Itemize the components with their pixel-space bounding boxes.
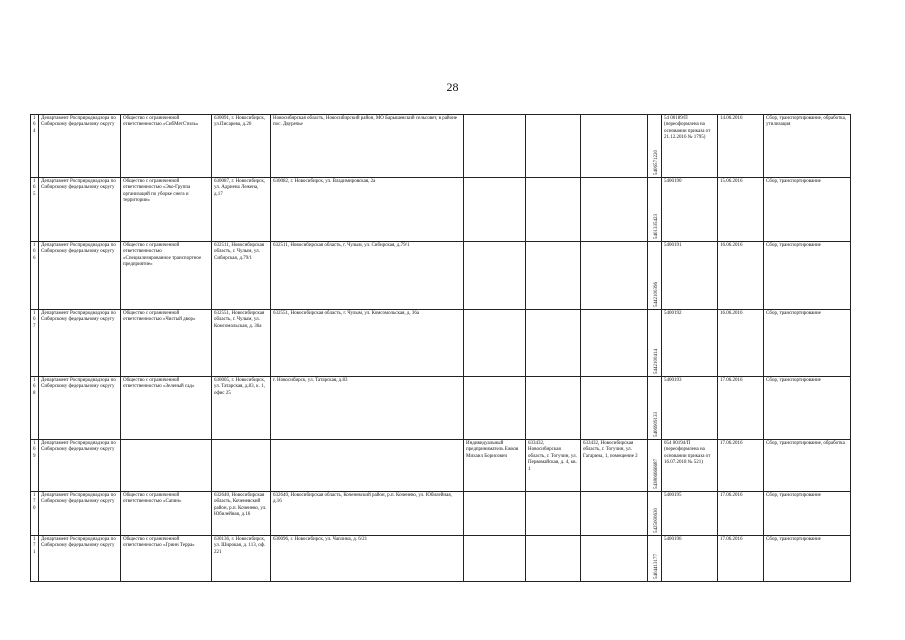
entrepreneur-name-cell <box>464 242 526 310</box>
organization-name-cell: Общество с ограниченной ответственностью «СибМетСтиль» <box>121 115 212 178</box>
table-row <box>31 440 851 492</box>
inn-cell <box>648 242 662 310</box>
activity-types-cell: Сбор, транспортирование, обработка <box>764 440 851 492</box>
organization-address-cell: 632640, Новосибирская область, Коченевский район, р.п. Коченево, ул. Юбилейная, д.16 <box>212 492 271 536</box>
entrepreneur-address-cell <box>526 377 581 440</box>
license-number-cell: 54 00189/П (переоформлена на основании приказа от 21.12.2016 № 1795) <box>662 115 718 178</box>
license-date-cell: 17.06.2016 <box>718 536 764 582</box>
authority-cell: Департамент Росприроднадзора по Сибирскому федеральному округу <box>39 310 121 377</box>
entrepreneur-activity-address-cell <box>581 115 648 178</box>
license-date-cell: 14.06.2016 <box>718 115 764 178</box>
organization-address-cell: 630087, г. Новосибирск, ул. Адриена Лежена, д.17 <box>212 178 271 242</box>
organization-address-cell: 630091, г. Новосибирск, ул.Писарева, д.20 <box>212 115 271 178</box>
entrepreneur-address-cell <box>526 242 581 310</box>
inn-cell <box>648 492 662 536</box>
organization-address-cell <box>212 440 271 492</box>
inn-cell <box>648 536 662 582</box>
row-number: 165 <box>31 178 39 242</box>
license-registry-table <box>30 114 851 582</box>
table-row <box>31 377 851 440</box>
row-number: 164 <box>31 115 39 178</box>
organization-name-cell: Общество с ограниченной ответственностью «Чистый двор» <box>121 310 212 377</box>
entrepreneur-activity-address-cell <box>581 492 648 536</box>
entrepreneur-name-cell <box>464 115 526 178</box>
activity-types-cell: Сбор, транспортирование <box>764 310 851 377</box>
license-number-cell: 5400190 <box>662 178 718 242</box>
inn-vertical-text: 5425000630 <box>653 508 659 533</box>
page-number: 28 <box>446 80 459 94</box>
entrepreneur-activity-address-cell <box>581 536 648 582</box>
entrepreneur-activity-address-cell: 633432, Новосибирская область, г. Тогучин, ул. Гагарина, 1, помещение 2 <box>581 440 648 492</box>
organization-name-cell: Общество с ограниченной ответственностью «Зеленый сад» <box>121 377 212 440</box>
inn-cell <box>648 310 662 377</box>
entrepreneur-name-cell <box>464 310 526 377</box>
organization-name-cell <box>121 440 212 492</box>
entrepreneur-name-cell <box>464 492 526 536</box>
license-number-cell: 5400196 <box>662 536 718 582</box>
license-date-cell: 15.06.2016 <box>718 178 764 242</box>
entrepreneur-name-cell <box>464 178 526 242</box>
inn-cell <box>648 440 662 492</box>
table-row <box>31 115 851 178</box>
entrepreneur-name-cell <box>464 377 526 440</box>
entrepreneur-name-cell: Индивидуальный предприниматель Ежков Михаил Борисович <box>464 440 526 492</box>
inn-cell <box>648 377 662 440</box>
entrepreneur-address-cell <box>526 115 581 178</box>
entrepreneur-address-cell <box>526 536 581 582</box>
license-number-cell: 5400195 <box>662 492 718 536</box>
table-row <box>31 492 851 536</box>
organization-address-cell: 630005, г. Новосибирск, ул. Татарская, д.83, к. 1, офис 25 <box>212 377 271 440</box>
entrepreneur-address-cell <box>526 310 581 377</box>
activity-types-cell: Сбор, транспортирование <box>764 242 851 310</box>
row-number: 167 <box>31 310 39 377</box>
activity-types-cell: Сбор, транспортирование <box>764 536 851 582</box>
entrepreneur-name-cell <box>464 536 526 582</box>
authority-cell: Департамент Росприроднадзора по Сибирскому федеральному округу <box>39 492 121 536</box>
license-number-cell: 054 00194/П (переоформлена на основании приказа от 16.07.2018 № 521) <box>662 440 718 492</box>
activity-types-cell: Сбор, транспортирование <box>764 377 851 440</box>
activity-types-cell: Сбор, транспортирование <box>764 178 851 242</box>
registry-body <box>31 115 851 582</box>
table-row <box>31 310 851 377</box>
license-date-cell: 16.06.2016 <box>718 310 764 377</box>
table-row <box>31 242 851 310</box>
row-number: 171 <box>31 536 39 582</box>
license-date-cell: 17.06.2016 <box>718 440 764 492</box>
license-date-cell: 17.06.2016 <box>718 377 764 440</box>
license-date-cell: 17.06.2016 <box>718 492 764 536</box>
entrepreneur-address-cell: 633432, Новосибирская область, г. Тогучин, ул. Первомайская, д. 4, кв. 1 <box>526 440 581 492</box>
activity-address-cell <box>271 440 464 492</box>
authority-cell: Департамент Росприроднадзора по Сибирскому федеральному округу <box>39 242 121 310</box>
activity-address-cell: Новосибирская область, Новосибирский район, МО Барышевский сельсовет, в районе пос. Двуречье <box>271 115 464 178</box>
license-number-cell: 5400192 <box>662 310 718 377</box>
row-number: 170 <box>31 492 39 536</box>
organization-address-cell: 630136, г. Новосибирск, ул. Широкая, д. 113, оф. 221 <box>212 536 271 582</box>
inn-vertical-text: 543806666687 <box>653 459 659 489</box>
inn-vertical-text: 5442100414 <box>653 349 659 374</box>
authority-cell: Департамент Росприроднадзора по Сибирскому федеральному округу <box>39 536 121 582</box>
organization-name-cell: Общество с ограниченной ответственностью «Сапин» <box>121 492 212 536</box>
organization-address-cell: 632551, Новосибирская область, г. Чулым, ул. Комсомольская, д. 36а <box>212 310 271 377</box>
activity-types-cell: Сбор, транспортирование, обработка, утилизация <box>764 115 851 178</box>
inn-vertical-text: 5442100396 <box>653 282 659 307</box>
activity-address-cell: 632551, Новосибирская область, г. Чулым, ул. Комсомольская, д. 36а <box>271 310 464 377</box>
activity-address-cell: 632511, Новосибирская область, г. Чулым, ул. Сибирская, д.79/1 <box>271 242 464 310</box>
license-number-cell: 5400191 <box>662 242 718 310</box>
entrepreneur-activity-address-cell <box>581 242 648 310</box>
license-date-cell: 16.06.2016 <box>718 242 764 310</box>
activity-address-cell: г. Новосибирск, ул. Татарская, д.83 <box>271 377 464 440</box>
license-number-cell: 5400193 <box>662 377 718 440</box>
entrepreneur-address-cell <box>526 492 581 536</box>
inn-vertical-text: 5404413177 <box>653 554 659 579</box>
authority-cell: Департамент Росприроднадзора по Сибирскому федеральному округу <box>39 377 121 440</box>
inn-vertical-text: 5406909133 <box>653 412 659 437</box>
table-row <box>31 178 851 242</box>
row-number: 166 <box>31 242 39 310</box>
entrepreneur-address-cell <box>526 178 581 242</box>
activity-address-cell: 632640, Новосибирская область, Коченевский район, р.п. Коченево, ул. Юбилейная, д.16 <box>271 492 464 536</box>
entrepreneur-activity-address-cell <box>581 310 648 377</box>
authority-cell: Департамент Росприроднадзора по Сибирскому федеральному округу <box>39 440 121 492</box>
table-row <box>31 536 851 582</box>
organization-name-cell: Общество с ограниченной ответственностью «Гринн Терра» <box>121 536 212 582</box>
activity-address-cell: 630096, г. Новосибирск, ул. Чаплина, д. 6/21 <box>271 536 464 582</box>
inn-cell <box>648 178 662 242</box>
authority-cell: Департамент Росприроднадзора по Сибирскому федеральному округу <box>39 115 121 178</box>
inn-vertical-text: 5406571220 <box>653 150 659 175</box>
inn-vertical-text: 5401335423 <box>653 214 659 239</box>
activity-address-cell: 630082, г. Новосибирск, ул. Владимировская, 2а <box>271 178 464 242</box>
activity-types-cell: Сбор, транспортирование <box>764 492 851 536</box>
organization-address-cell: 632511, Новосибирская область, г. Чулым, ул. Сибирская, д.79/1 <box>212 242 271 310</box>
row-number: 168 <box>31 377 39 440</box>
organization-name-cell: Общество с ограниченной ответственностью «Эко-Группа организаций по уборке снега и территории» <box>121 178 212 242</box>
row-number: 169 <box>31 440 39 492</box>
entrepreneur-activity-address-cell <box>581 377 648 440</box>
inn-cell <box>648 115 662 178</box>
authority-cell: Департамент Росприроднадзора по Сибирскому федеральному округу <box>39 178 121 242</box>
entrepreneur-activity-address-cell <box>581 178 648 242</box>
organization-name-cell: Общество с ограниченной ответственностью «Специализированное транспортное предприятие» <box>121 242 212 310</box>
